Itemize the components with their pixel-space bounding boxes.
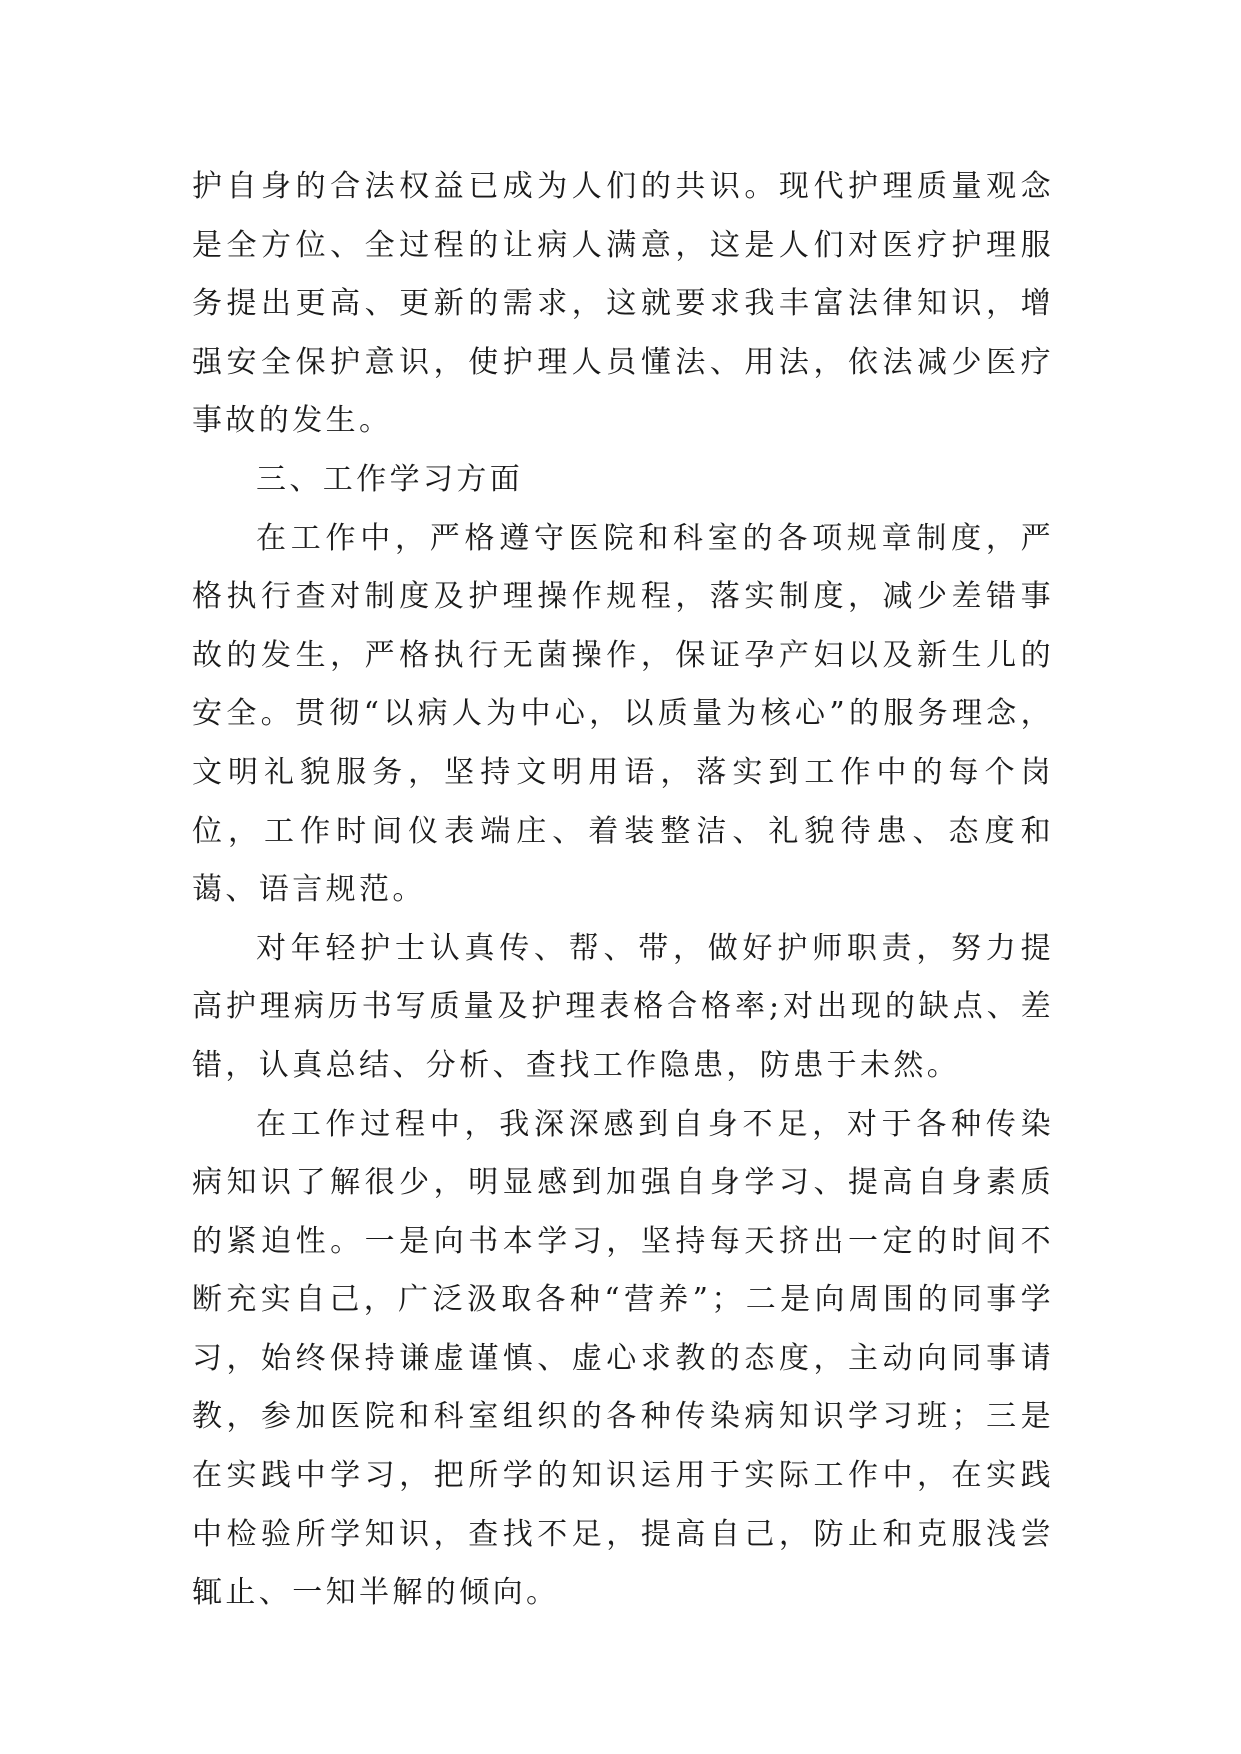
- paragraph-work-rules: 在工作中，严格遵守医院和科室的各项规章制度，严格执行查对制度及护理操作规程，落实制度，减少差错事故的发生，严格执行无菌操作，保证孕产妇以及新生儿的安全。贯彻“以病人为中心，以质量为核心”的服务理念，文明礼貌服务，坚持文明用语，落实到工作中的每个岗位，工作时间仪表端庄、着装整洁、礼貌待患、态度和蔼、语言规范。: [192, 520, 1054, 908]
- paragraph-mentoring: 对年轻护士认真传、帮、带，做好护师职责，努力提高护理病历书写质量及护理表格合格率;对出现的缺点、差错，认真总结、分析、查找工作隐患，防患于未然。: [192, 930, 1054, 1083]
- paragraph-continuation: 护自身的合法权益已成为人们的共识。现代护理质量观念是全方位、全过程的让病人满意，这是人们对医疗护理服务提出更高、更新的需求，这就要求我丰富法律知识，增强安全保护意识，使护理人员懂法、用法，依法减少医疗事故的发生。: [192, 169, 1054, 439]
- paragraph-learning: 在工作过程中，我深深感到自身不足，对于各种传染病知识了解很少，明显感到加强自身学习、提高自身素质的紧迫性。一是向书本学习，坚持每天挤出一定的时间不断充实自己，广泛汲取各种“营养”；二是向周围的同事学习，始终保持谦虚谨慎、虚心求教的态度，主动向同事请教，参加医院和科室组织的各种传染病知识学习班；三是在实践中学习，把所学的知识运用于实际工作中，在实践中检验所学知识，查找不足，提高自己，防止和克服浅尝辄止、一知半解的倾向。: [192, 1106, 1054, 1611]
- document-body: [192, 158, 1054, 1623]
- section-heading: 三、工作学习方面: [256, 461, 524, 497]
